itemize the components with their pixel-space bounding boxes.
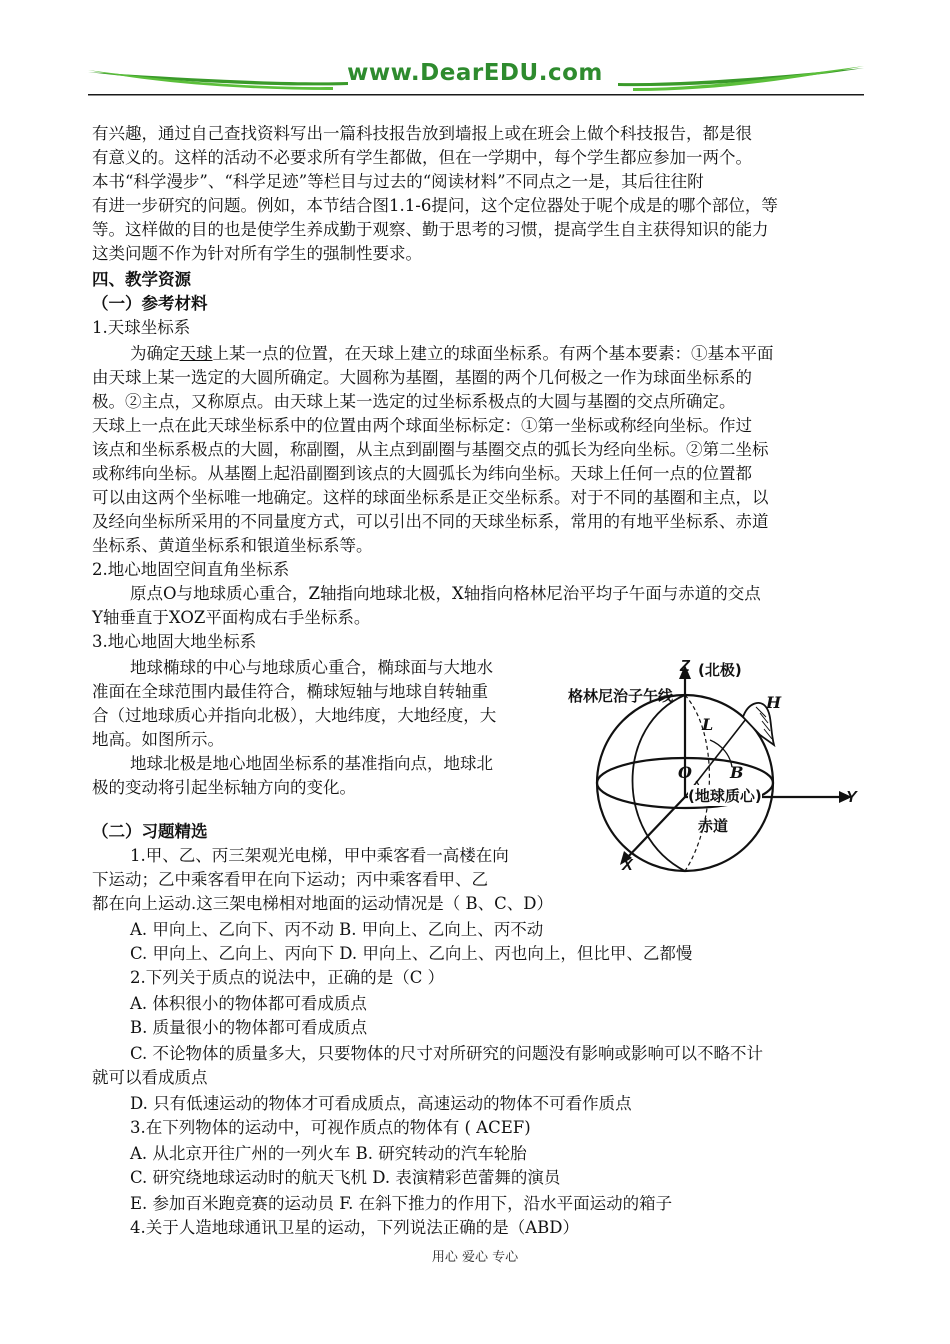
intro-line-4: 有进一步研究的问题。例如，本节结合图1.1-6提问，这个定位器处于呢个成是的哪个部位，等 xyxy=(92,196,778,215)
fig-z-label: Z xyxy=(680,658,690,675)
celestial-sphere-link[interactable]: 天球 xyxy=(179,344,213,363)
fig-center-label: (地球质心) xyxy=(688,787,762,805)
item1-line-6: 或称纬向坐标。从基圈上起沿副圈到该点的大圆弧长为纬向坐标。天球上任何一点的位置都 xyxy=(92,464,752,483)
intro-line-2: 有意义的。这样的活动不必要求所有学生都做，但在一学期中，每个学生都应参加一两个。 xyxy=(92,148,752,167)
subsection-title-reference: （一）参考材料 xyxy=(92,294,208,313)
q1-options-cd: C. 甲向上、乙向上、丙向下 D. 甲向上、乙向上、丙也向上，但比甲、乙都慢 xyxy=(130,944,693,963)
q1-line-2: 下运动；乙中乘客看甲在向下运动；丙中乘客看甲、乙 xyxy=(92,870,488,889)
q1-line-3: 都在向上运动.这三架电梯相对地面的运动情况是（ B、C、D） xyxy=(92,894,553,913)
logo-text[interactable]: www.DearEDU.com xyxy=(347,60,603,86)
fig-o-label: O xyxy=(678,763,692,782)
item2-line-2: Y轴垂直于XOZ平面构成右手坐标系。 xyxy=(92,608,371,627)
item1-line-9: 坐标系、黄道坐标系和银道坐标系等。 xyxy=(92,536,373,555)
fig-north-pole-label: (北极) xyxy=(698,661,742,679)
item1-text-post: 上某一点的位置，在天球上建立的球面坐标系。有两个基本要素：①基本平面 xyxy=(212,344,774,363)
q2-option-b: B. 质量很小的物体都可看成质点 xyxy=(130,1018,368,1037)
item1-line-2: 由天球上某一选定的大圆所确定。大圆称为基圈，基圈的两个几何极之一作为球面坐标系的 xyxy=(92,368,752,387)
q3-stem: 3.在下列物体的运动中，可视作质点的物体有 ( ACEF) xyxy=(130,1118,531,1137)
item1-line-8: 及经向坐标所采用的不同量度方式，可以引出不同的天球坐标系，常用的有地平坐标系、赤道 xyxy=(92,512,769,531)
item2-line-1: 原点O与地球质心重合，Z轴指向地球北极，X轴指向格林尼治平均子午面与赤道的交点 xyxy=(130,584,761,603)
subsection-title-exercises: （二）习题精选 xyxy=(92,822,208,841)
fig-h-label: H xyxy=(766,693,782,712)
item1-line-7: 可以由这两个坐标唯一地确定。这样的球面坐标系是正交坐标系。对于不同的基圈和主点，以 xyxy=(92,488,769,507)
fig-meridian-label: 格林尼治子午线 xyxy=(568,687,674,705)
fig-b-label: B xyxy=(730,763,744,782)
intro-line-5: 等。这样做的目的也是使学生养成勤于观察、勤于思考的习惯，提高学生自主获得知识的能力 xyxy=(92,220,769,239)
intro-line-3: 本书“科学漫步”、“科学足迹”等栏目与过去的“阅读材料”不同点之一是，其后往往附 xyxy=(92,172,704,191)
q4-stem: 4.关于人造地球通讯卫星的运动，下列说法正确的是（ABD） xyxy=(130,1218,580,1237)
item1-line-5: 该点和坐标系极点的大圆，称副圈，从主点到副圈与基圈交点的弧长为经向坐标。②第二坐标 xyxy=(92,440,769,459)
item1-line-1 xyxy=(130,342,774,366)
q2-stem: 2.下列关于质点的说法中，正确的是（C ） xyxy=(130,968,445,987)
item3-line-1: 地球椭球的中心与地球质心重合，椭球面与大地水 xyxy=(130,658,493,677)
fig-l-label: L xyxy=(702,715,714,734)
intro-line-6: 这类问题不作为针对所有学生的强制性要求。 xyxy=(92,244,422,263)
q1-line-1: 1.甲、乙、丙三架观光电梯，甲中乘客看一高楼在向 xyxy=(130,846,509,865)
q3-options-cd: C. 研究绕地球运动时的航天飞机 D. 表演精彩芭蕾舞的演员 xyxy=(130,1168,561,1187)
q2-option-c: C. 不论物体的质量多大，只要物体的尺寸对所研究的问题没有影响或影响可以不略不计 xyxy=(130,1044,764,1063)
item1-line-4: 天球上一点在此天球坐标系中的位置由两个球面坐标标定：①第一坐标或称经向坐标。作过 xyxy=(92,416,752,435)
site-header-logo xyxy=(88,54,864,98)
item3-title: 3.地心地固大地坐标系 xyxy=(92,632,257,651)
page-footer: 用心 爱心 专心 xyxy=(431,1250,519,1265)
item3-line-4: 地高。如图所示。 xyxy=(92,730,224,749)
item1-title: 1.天球坐标系 xyxy=(92,318,191,337)
item3-line-5: 地球北极是地心地固坐标系的基准指向点，地球北 xyxy=(130,754,493,773)
q3-options-ab: A. 从北京开往广州的一列火车 B. 研究转动的汽车轮胎 xyxy=(130,1144,527,1163)
fig-y-label: Y xyxy=(846,789,857,806)
section-title-teaching-resources: 四、教学资源 xyxy=(92,270,191,289)
item2-title: 2.地心地固空间直角坐标系 xyxy=(92,560,290,579)
geodetic-coordinate-figure xyxy=(560,655,870,880)
q2-option-c-cont: 就可以看成质点 xyxy=(92,1068,208,1087)
fig-x-label: X xyxy=(622,857,633,874)
item3-line-3: 合（过地球质心并指向北极），大地纬度，大地经度，大 xyxy=(92,706,497,725)
item3-line-6: 极的变动将引起坐标轴方向的变化。 xyxy=(92,778,356,797)
q3-options-ef: E. 参加百米跑竞赛的运动员 F. 在斜下推力的作用下，沿水平面运动的箱子 xyxy=(130,1194,673,1213)
intro-line-1: 有兴趣，通过自己查找资料写出一篇科技报告放到墙报上或在班会上做个科技报告，都是很 xyxy=(92,124,752,143)
item1-line-3: 极。②主点，又称原点。由天球上某一选定的过坐标系极点的大圆与基圈的交点所确定。 xyxy=(92,392,736,411)
item1-text-pre: 为确定 xyxy=(130,344,180,363)
q2-option-d: D. 只有低速运动的物体才可看成质点，高速运动的物体不可看作质点 xyxy=(130,1094,632,1113)
fig-equator-label: 赤道 xyxy=(698,817,729,835)
item3-line-2: 准面在全球范围内最佳符合，椭球短轴与地球自转轴重 xyxy=(92,682,488,701)
q2-option-a: A. 体积很小的物体都可看成质点 xyxy=(130,994,367,1013)
q1-options-ab: A. 甲向上、乙向下、丙不动 B. 甲向上、乙向上、丙不动 xyxy=(130,920,544,939)
